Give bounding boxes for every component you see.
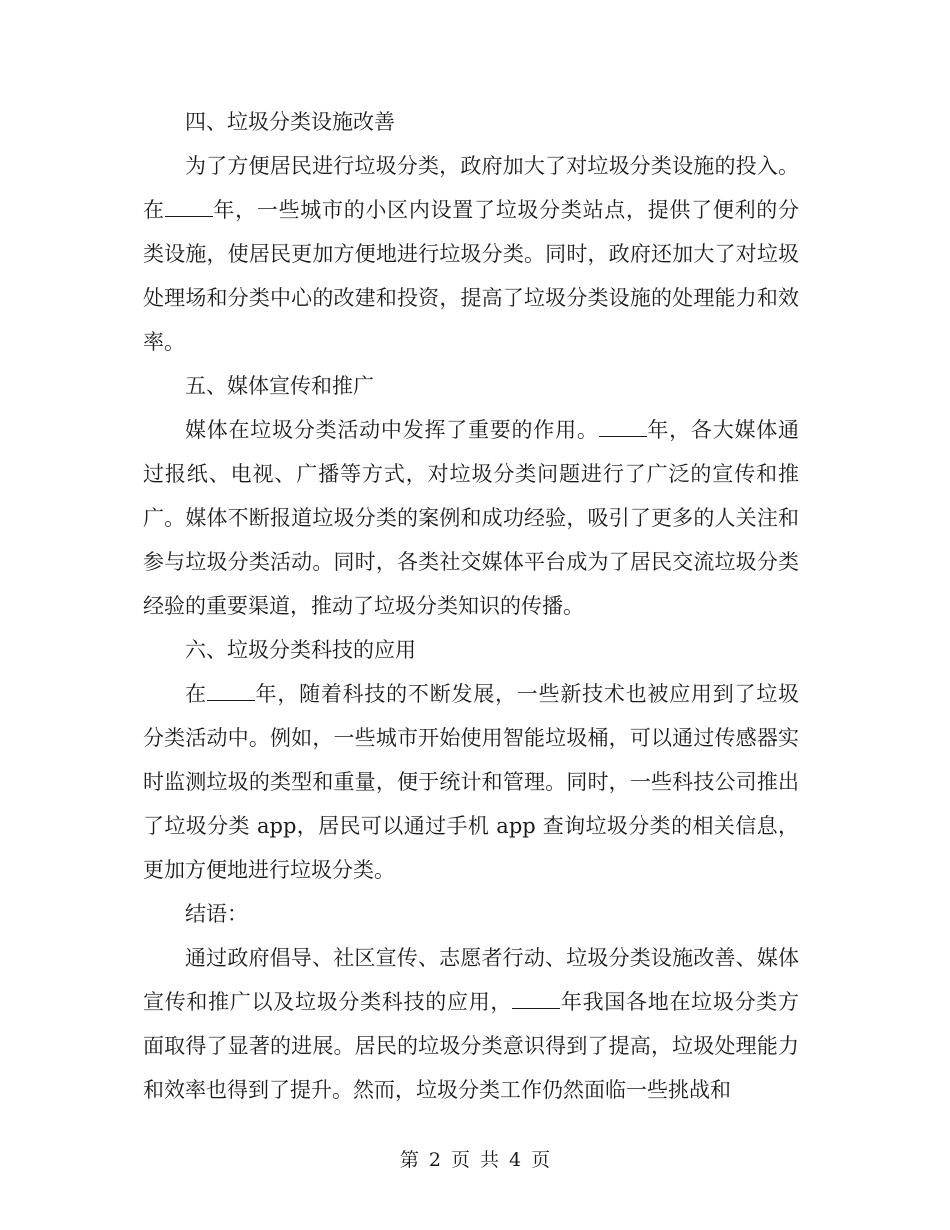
- paragraph-text: 年，一些城市的小区内设置了垃圾分类站点，提供了便利的分类设施，使居民更加方便地进行垃圾分类。同时，政府还加大了对垃圾处理场和分类中心的改建和投资，提高了垃圾分类设施的处理能力和效率。: [143, 198, 800, 354]
- paragraph-text: 媒体在垃圾分类活动中发挥了重要的作用。: [185, 418, 599, 442]
- section-heading-media: 五、媒体宣传和推广: [185, 374, 374, 398]
- section-heading-technology: 六、垃圾分类科技的应用: [185, 638, 416, 662]
- fill-in-blank: [512, 990, 560, 1009]
- section-paragraph-facilities: [143, 144, 799, 364]
- fill-in-blank: [599, 418, 647, 437]
- page-number-footer: 第 2 页 共 4 页: [399, 1149, 551, 1171]
- document-body: [143, 100, 799, 1112]
- section-paragraph-technology: [143, 672, 799, 892]
- section-heading-facilities: 四、垃圾分类设施改善: [185, 110, 395, 134]
- section-paragraph-conclusion: [143, 936, 799, 1112]
- fill-in-blank: [207, 682, 255, 701]
- paragraph-text: 在: [185, 682, 207, 706]
- section-heading-conclusion: 结语：: [185, 902, 248, 926]
- paragraph-text: 年，各大媒体通过报纸、电视、广播等方式，对垃圾分类问题进行了广泛的宣传和推广。媒体不断报道垃圾分类的案例和成功经验，吸引了更多的人关注和参与垃圾分类活动。同时，各类社交媒体平台成为了居民交流垃圾分类经验的重要渠道，推动了垃圾分类知识的传播。: [143, 418, 800, 618]
- fill-in-blank: [165, 198, 213, 217]
- paragraph-text: 年我国各地在垃圾分类方面取得了显著的进展。居民的垃圾分类意识得到了提高，垃圾处理能力和效率也得到了提升。然而，垃圾分类工作仍然面临一些挑战和: [143, 990, 800, 1102]
- paragraph-text: 年，随着科技的不断发展，一些新技术也被应用到了垃圾分类活动中。例如，一些城市开始使用智能垃圾桶，可以通过传感器实时监测垃圾的类型和重量，便于统计和管理。同时，一些科技公司推出了垃圾分类 app，居民可以通过手机 app 查询垃圾分类的相关信息，更加方便地进行垃圾分类。: [143, 682, 800, 882]
- paragraph-text: 为了方便居民进行垃圾分类，政府加大了对垃圾分类设施的投入。在: [143, 154, 799, 222]
- section-paragraph-media: [143, 408, 799, 628]
- paragraph-text: 通过政府倡导、社区宣传、志愿者行动、垃圾分类设施改善、媒体宣传和推广以及垃圾分类科技的应用，: [143, 946, 799, 1014]
